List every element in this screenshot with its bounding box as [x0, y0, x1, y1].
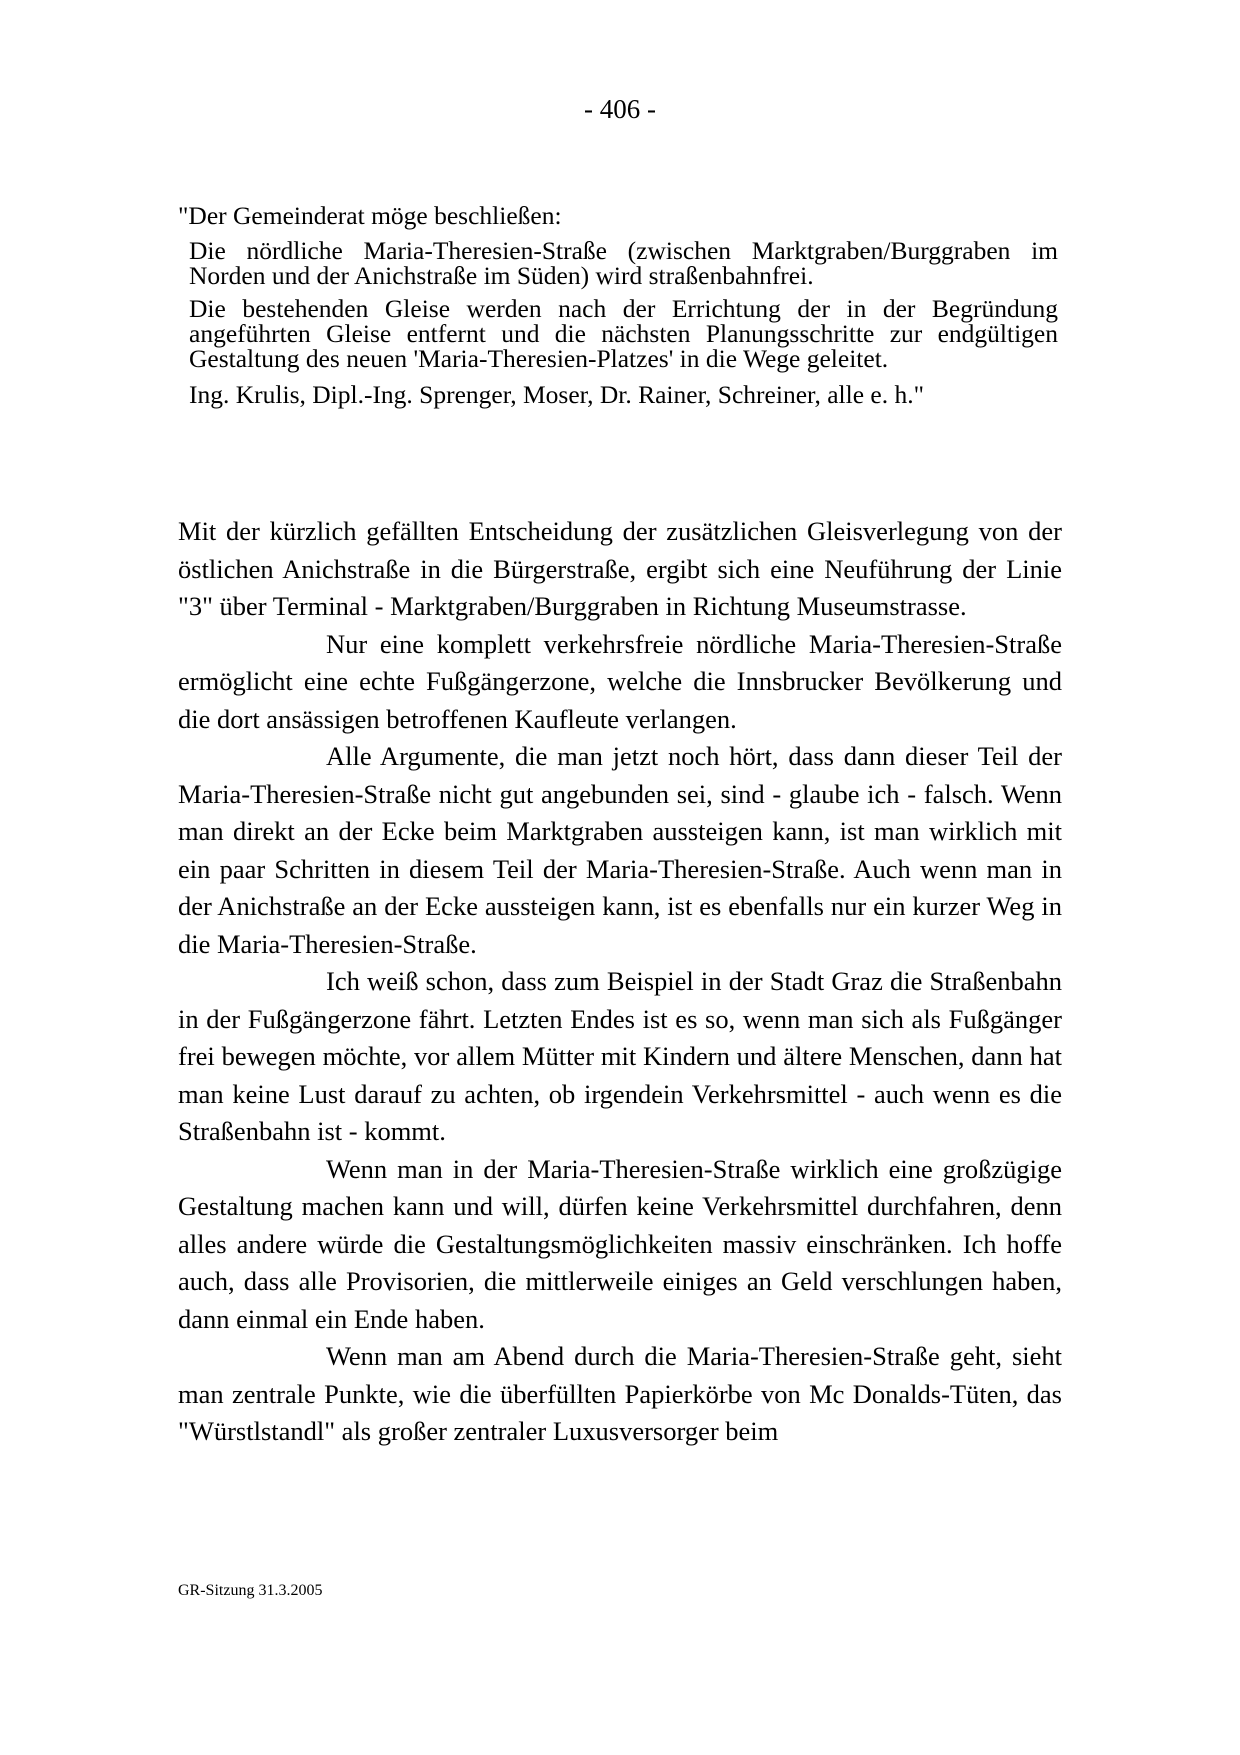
body-paragraph: Alle Argumente, die man jetzt noch hört, dass dann dieser Teil der Maria-Theresien-Straße nicht gut angebunden sei, sind - glaube ich - falsch. Wenn man direkt an der Ecke beim Marktgraben aussteigen kann, ist man wirklich mit ein paar Schritten in diesem Teil der Maria-Theresien-Straße. Auch wenn man in der Anichstraße an der Ecke aussteigen kann, ist es ebenfalls nur ein kurzer Weg in die Maria-Theresien-Straße.	[178, 741, 1062, 959]
body-paragraph: Mit der kürzlich gefällten Entscheidung der zusätzlichen Gleisverlegung von der östlichen Anichstraße in die Bürgerstraße, ergibt sich eine Neuführung der Linie "3" über Terminal - Marktgraben/Burggraben in Richtung Museumstrasse.	[178, 516, 1062, 621]
motion-intro: "Der Gemeinderat möge beschließen:	[178, 201, 562, 230]
body-paragraph: Ich weiß schon, dass zum Beispiel in der Stadt Graz die Straßenbahn in der Fußgängerzone fährt. Letzten Endes ist es so, wenn man sich als Fußgänger frei bewegen möchte, vor allem Mütter mit Kindern und ältere Menschen, dann hat man keine Lust darauf zu achten, ob irgendein Verkehrsmittel - auch wenn es die Straßenbahn ist - kommt.	[178, 966, 1062, 1146]
body-text	[178, 513, 1062, 1451]
motion-paragraph: Die bestehenden Gleise werden nach der Errichtung der in der Begründung angeführten Gleise entfernt und die nächsten Planungsschritte zur endgültigen Gestaltung des neuen 'Maria-Theresien-Platzes' in die Wege geleitet.	[189, 294, 1058, 373]
page-number: - 406 -	[584, 94, 656, 124]
motion-quote	[178, 200, 1058, 419]
motion-paragraph: Die nördliche Maria-Theresien-Straße (zwischen Marktgraben/Burggraben im Norden und der Anichstraße im Süden) wird straßenbahnfrei.	[189, 236, 1058, 290]
body-paragraph: Nur eine komplett verkehrsfreie nördliche Maria-Theresien-Straße ermöglicht eine echte Fußgängerzone, welche die Innsbrucker Bevölkerung und die dort ansässigen betroffenen Kaufleute verlangen.	[178, 628, 1062, 734]
body-paragraph: Wenn man am Abend durch die Maria-Theresien-Straße geht, sieht man zentrale Punkte, wie die überfüllten Papierkörbe von Mc Donalds-Tüten, das "Würstlstandl" als großer zentraler Luxusversorger beim	[178, 1341, 1062, 1446]
motion-signers: Ing. Krulis, Dipl.-Ing. Sprenger, Moser, Dr. Rainer, Schreiner, alle e. h."	[189, 380, 925, 409]
page-footer: GR-Sitzung 31.3.2005	[178, 1582, 323, 1599]
body-paragraph: Wenn man in der Maria-Theresien-Straße wirklich eine großzügige Gestaltung machen kann und will, dürfen keine Verkehrsmittel durchfahren, denn alles andere würde die Gestaltungsmöglichkeiten massiv einschränken. Ich hoffe auch, dass alle Provisorien, die mittlerweile einiges an Geld verschlungen haben, dann einmal ein Ende haben.	[178, 1153, 1062, 1334]
